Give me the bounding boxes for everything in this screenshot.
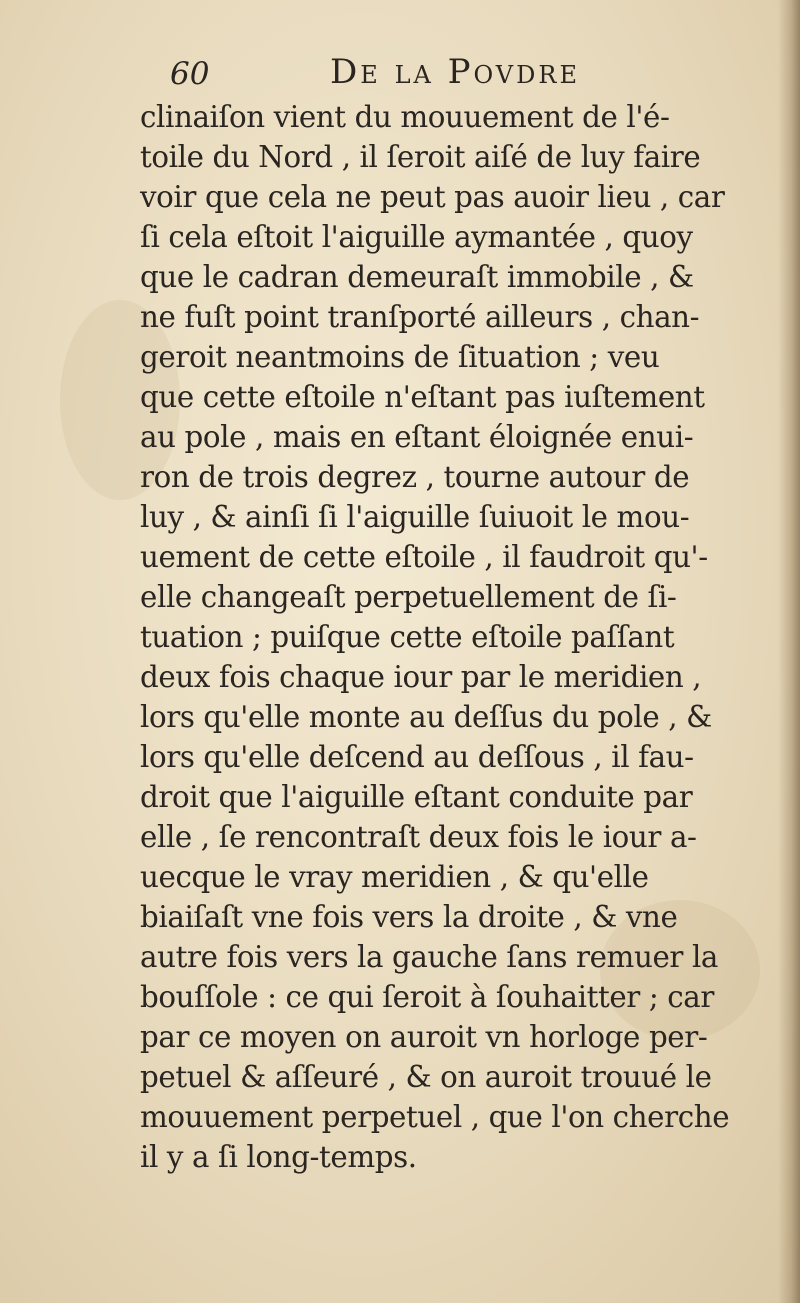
text-line: toile du Nord , il ſeroit aiſé de luy faire: [140, 140, 701, 175]
text-line: ne fuſt point tranſporté ailleurs , chan-: [140, 300, 700, 335]
text-line: clinaiſon vient du mouuement de l'é-: [140, 100, 670, 135]
text-line: geroit neantmoins de ſituation ; veu: [140, 340, 660, 375]
text-line: mouuement perpetuel , que l'on cherche: [140, 1100, 730, 1135]
text-line: uecque le vray meridien , & qu'elle: [140, 860, 649, 895]
text-line: uement de cette eſtoile , il faudroit qu'-: [140, 540, 708, 575]
text-line: que cette eſtoile n'eſtant pas iuſtement: [140, 380, 705, 415]
text-line: elle , ſe rencontraſt deux fois le iour a-: [140, 820, 697, 855]
page-gutter-shadow: [778, 0, 800, 1303]
text-line: que le cadran demeuraſt immobile , &: [140, 260, 694, 295]
text-line: voir que cela ne peut pas auoir lieu , car: [140, 180, 725, 215]
text-line: elle changeaſt perpetuellement de ſi-: [140, 580, 677, 615]
page-header: [170, 52, 650, 100]
body-text: [140, 98, 780, 1178]
text-line: droit que l'aiguille eſtant conduite par: [140, 780, 693, 815]
text-line: par ce moyen on auroit vn horloge per-: [140, 1020, 708, 1055]
text-line: lors qu'elle deſcend au deſſous , il fau-: [140, 740, 694, 775]
text-line: autre fois vers la gauche ſans remuer la: [140, 940, 719, 975]
text-line: petuel & aſſeuré , & on auroit trouué le: [140, 1060, 712, 1095]
text-line: luy , & ainſi ſi l'aiguille ſuiuoit le mou-: [140, 500, 690, 535]
text-line: bouſſole : ce qui ſeroit à ſouhaitter ; car: [140, 980, 715, 1015]
text-line: deux fois chaque iour par le meridien ,: [140, 660, 702, 695]
text-line: ron de trois degrez , tourne autour de: [140, 460, 690, 495]
text-line: lors qu'elle monte au deſſus du pole , &: [140, 700, 712, 735]
text-line: il y a ſi long-temps.: [140, 1140, 417, 1175]
text-line: tuation ; puiſque cette eſtoile paſſant: [140, 620, 675, 655]
page-number: 60: [170, 56, 210, 92]
text-line: ſi cela eſtoit l'aiguille aymantée , quoy: [140, 220, 693, 255]
running-title: De la Povdre: [330, 52, 580, 92]
text-line: au pole , mais en eſtant éloignée enui-: [140, 420, 694, 455]
text-line: biaiſaſt vne fois vers la droite , & vne: [140, 900, 678, 935]
